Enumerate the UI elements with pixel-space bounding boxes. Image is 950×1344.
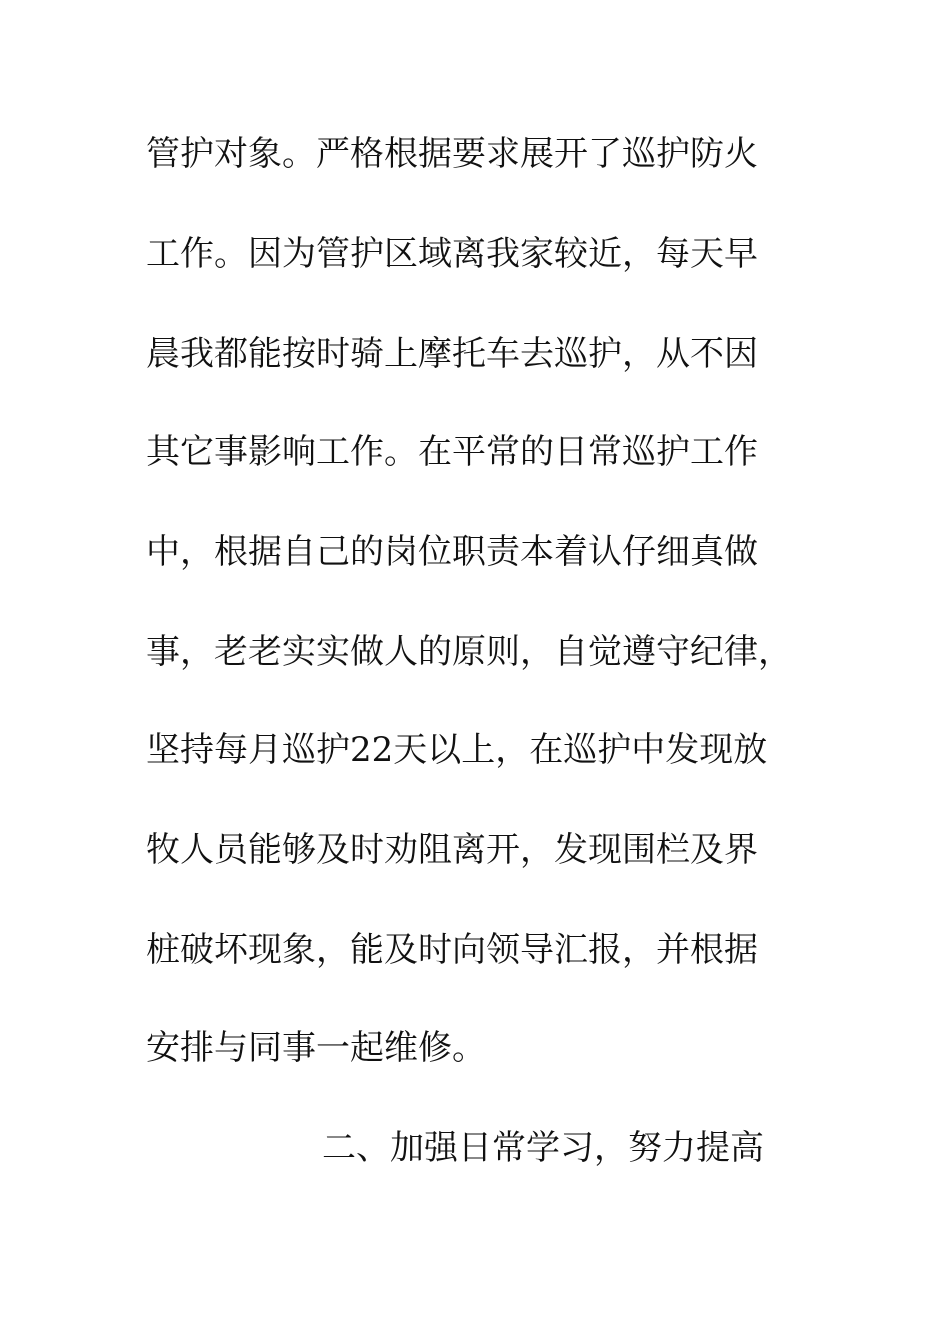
- body-text-line-5: 中，根据自己的岗位职责本着认仔细真做: [146, 532, 758, 572]
- body-text-line-4: 其它事影响工作。在平常的日常巡护工作: [146, 432, 758, 472]
- body-text-line-6: 事，老老实实做人的原则，自觉遵守纪律，: [146, 632, 792, 672]
- body-text-line-1: 管护对象。严格根据要求展开了巡护防火: [146, 134, 758, 174]
- body-text-line-7: 坚持每月巡护22天以上，在巡护中发现放: [146, 730, 768, 770]
- body-text-line-8: 牧人员能够及时劝阻离开，发现围栏及界: [146, 830, 758, 870]
- body-text-line-9: 桩破坏现象，能及时向领导汇报，并根据: [146, 930, 758, 970]
- body-text-line-2: 工作。因为管护区域离我家较近，每天早: [146, 234, 758, 274]
- section-heading: 二、加强日常学习，努力提高: [322, 1128, 764, 1168]
- body-text-line-3: 晨我都能按时骑上摩托车去巡护，从不因: [146, 334, 758, 374]
- body-text-line-10: 安排与同事一起维修。: [146, 1028, 486, 1068]
